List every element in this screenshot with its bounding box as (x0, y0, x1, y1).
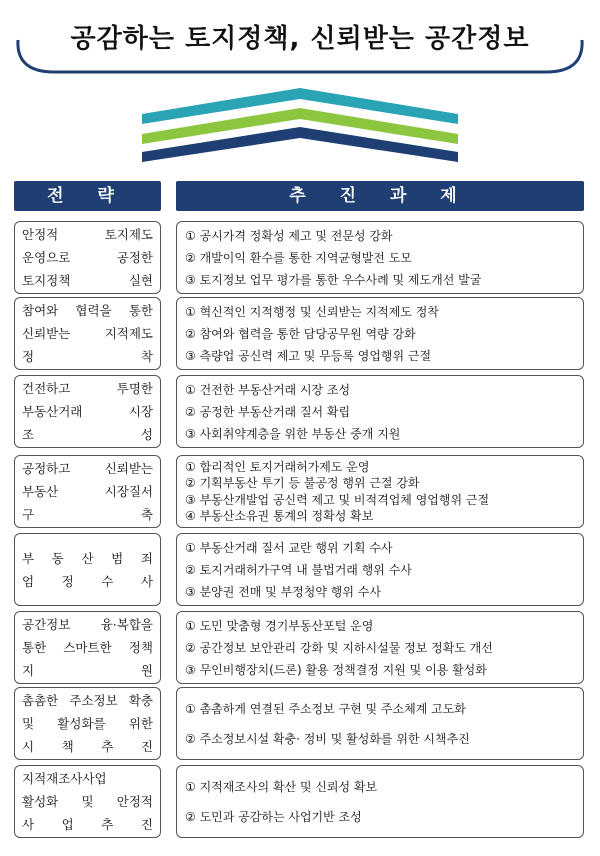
strategy-line: 공간정보 융·복합을 (22, 617, 153, 632)
strategy-line: 운영으로 공정한 (22, 250, 153, 265)
tasks-box (176, 611, 584, 684)
task-item: ② 기획부동산 투기 등 불공정 행위 근절 강화 (185, 476, 420, 490)
task-item: ③ 측량업 공신력 제고 및 무등록 영업행위 근절 (185, 348, 432, 363)
tasks-box (176, 375, 584, 448)
task-item: ① 혁신적인 지적행정 및 신뢰받는 지적제도 정착 (185, 304, 439, 319)
strategy-line: 건전하고 투명한 (22, 381, 153, 396)
strategy-line: 공정하고 신뢰받는 (22, 461, 153, 476)
task-item: ② 도민과 공감하는 사업기반 조성 (185, 809, 362, 824)
task-item: ③ 토지정보 업무 평가를 통한 우수사례 및 제도개선 발굴 (185, 272, 482, 287)
strategy-line: 지 원 (22, 663, 153, 678)
strategy-line: 사 업 추 진 (22, 817, 153, 832)
tasks-box (176, 297, 584, 370)
strategy-line: 촘촘한 주소정보 확충 (22, 693, 153, 708)
chevron-graphic (140, 86, 460, 164)
strategy-line: 정 착 (22, 349, 153, 364)
strategy-line: 조 성 (22, 427, 153, 442)
strategy-box (14, 687, 161, 760)
strategy-box (14, 533, 161, 606)
strategy-box (14, 297, 161, 370)
task-item: ④ 부동산소유권 통계의 정확성 확보 (185, 509, 374, 523)
strategy-box (14, 455, 161, 528)
strategy-box (14, 221, 161, 294)
task-item: ① 지적재조사의 확산 및 신뢰성 확보 (185, 779, 378, 794)
tasks-box (176, 533, 584, 606)
strategy-line: 신뢰받는 지적제도 (22, 326, 153, 341)
task-item: ② 공정한 부동산거래 질서 확립 (185, 404, 351, 419)
task-item: ① 촘촘하게 연결된 주소정보 구현 및 주소체계 고도화 (185, 701, 466, 716)
task-item: ① 건전한 부동산거래 시장 조성 (185, 382, 351, 397)
task-item: ② 참여와 협력을 통한 담당공무원 역량 강화 (185, 326, 416, 341)
strategy-line: 엄 정 수 사 (22, 573, 153, 589)
task-item: ③ 사회취약계층을 위한 부동산 중개 지원 (185, 426, 401, 441)
task-item: ② 토지거래허가구역 내 불법거래 행위 수사 (185, 562, 412, 577)
strategy-box (14, 611, 161, 684)
strategy-line: 토지정책 실현 (22, 273, 153, 288)
tasks-box (176, 765, 584, 838)
task-item: ① 부동산거래 질서 교란 행위 기획 수사 (185, 540, 393, 555)
task-item: ③ 분양권 전매 및 부정청약 행위 수사 (185, 584, 381, 599)
strategy-line: 활성화 및 안정적 (22, 794, 153, 809)
strategy-header: 전 략 (14, 181, 161, 211)
task-item: ② 공간정보 보안관리 강화 및 지하시설물 정보 정확도 개선 (185, 640, 493, 655)
strategy-line: 안정적 토지제도 (22, 227, 153, 242)
page-title: 공감하는 토지정책, 신뢰받는 공간정보 (70, 24, 530, 54)
task-item: ① 합리적인 토지거래허가제도 운영 (185, 459, 370, 474)
tasks-box (176, 687, 584, 760)
tasks-box (176, 455, 584, 528)
task-item: ② 개발이익 환수를 통한 지역균형발전 도모 (185, 250, 412, 265)
strategy-line: 지적재조사사업 (22, 771, 107, 786)
strategy-line: 부동산거래 시장 (22, 404, 153, 419)
strategy-box (14, 375, 161, 448)
title-banner (14, 4, 586, 76)
task-item: ② 주소정보시설 확충· 정비 및 활성화를 위한 시책추진 (185, 731, 470, 746)
tasks-header: 추 진 과 제 (176, 181, 584, 211)
task-item: ① 공시가격 정확성 제고 및 전문성 강화 (185, 228, 393, 243)
strategy-box (14, 765, 161, 838)
task-item: ③ 부동산개발업 공신력 제고 및 비적격업체 영업행위 근절 (185, 492, 490, 507)
strategy-line: 통한 스마트한 정책 (22, 640, 153, 655)
strategy-line: 참여와 협력을 통한 (22, 303, 153, 318)
strategy-line: 부 동 산 범 죄 (22, 550, 153, 566)
strategy-line: 및 활성화를 위한 (22, 716, 153, 731)
strategy-line: 부동산 시장질서 (22, 484, 153, 499)
tasks-box (176, 221, 584, 294)
strategy-line: 시 책 추 진 (22, 739, 153, 754)
task-item: ① 도민 맞춤형 경기부동산포털 운영 (185, 618, 374, 633)
task-item: ③ 무인비행장치(드론) 활용 정책결정 지원 및 이용 활성화 (185, 662, 487, 677)
strategy-line: 구 축 (22, 507, 153, 522)
